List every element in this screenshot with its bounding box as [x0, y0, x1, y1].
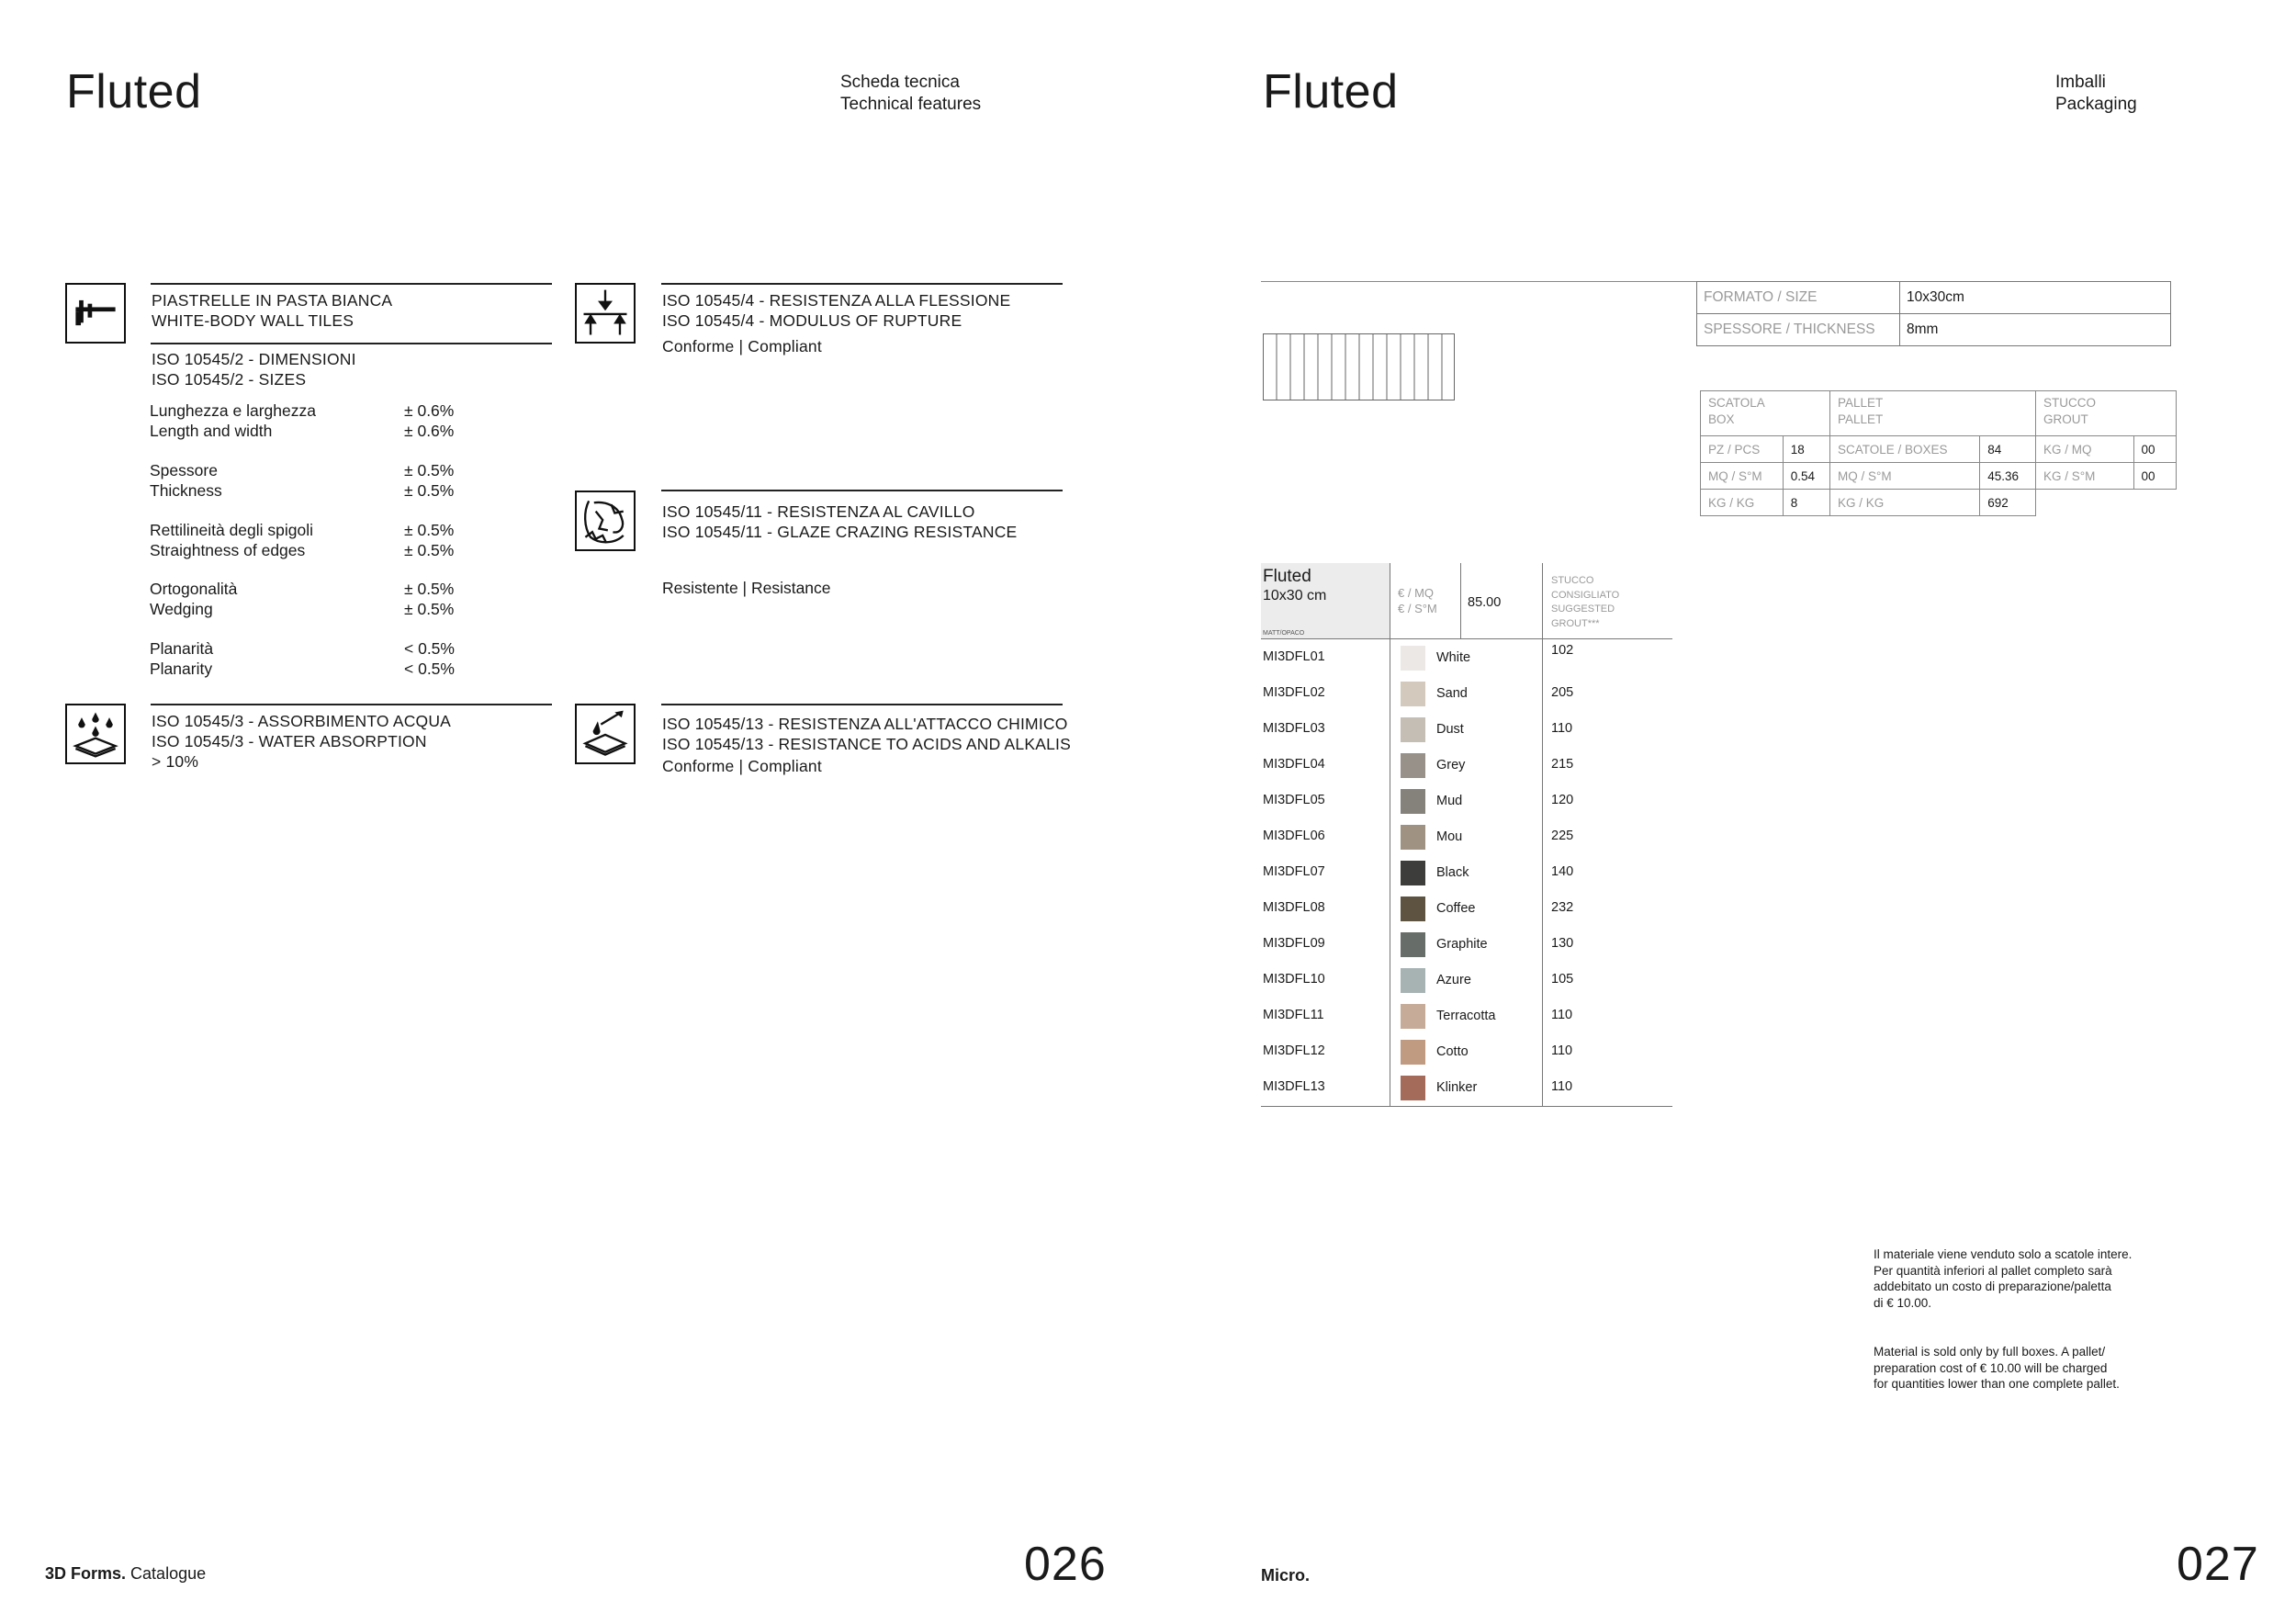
colors-table	[1261, 563, 1672, 1107]
left-footer	[45, 1564, 206, 1584]
size-value: ± 0.5%	[404, 541, 455, 559]
color-swatch	[1401, 1040, 1425, 1065]
grout-header-en: GROUT	[2043, 412, 2088, 426]
size-label-it: Spessore	[150, 461, 218, 479]
price-label-mq: € / MQ	[1398, 586, 1435, 600]
note-italian	[1874, 1246, 2132, 1311]
color-code: MI3DFL12	[1263, 1043, 1325, 1058]
color-row	[1261, 1033, 1672, 1069]
size-label-en: Thickness	[150, 481, 222, 500]
section-chemical	[662, 714, 1071, 776]
note-english	[1874, 1344, 2120, 1393]
color-code: MI3DFL10	[1263, 972, 1325, 987]
box-mq-value: 0.54	[1783, 463, 1829, 490]
grout-code: 205	[1551, 685, 1574, 700]
color-code: MI3DFL06	[1263, 829, 1325, 843]
pallet-header-it: PALLET	[1838, 396, 1884, 410]
section-head-it: ISO 10545/2 - DIMENSIONI	[152, 350, 356, 368]
grout-kg-label: KG / MQ	[2036, 436, 2134, 463]
section-head-it: ISO 10545/11 - RESISTENZA AL CAVILLO	[662, 502, 975, 521]
note-line: addebitato un costo di preparazione/paletta	[1874, 1280, 2111, 1293]
color-name: Cotto	[1436, 1044, 1469, 1059]
size-row	[150, 520, 313, 560]
size-value: ± 0.5%	[404, 461, 455, 479]
color-swatch	[1401, 682, 1425, 706]
divider	[661, 704, 1063, 705]
color-code: MI3DFL09	[1263, 936, 1325, 951]
page-number-left: 026	[1024, 1538, 1107, 1591]
divider	[151, 343, 552, 344]
color-name: Coffee	[1436, 901, 1476, 916]
color-name: Mou	[1436, 829, 1463, 844]
grout-code: 102	[1551, 643, 1574, 658]
fluted-tile-illustration	[1263, 333, 1456, 401]
size-value: ± 0.5%	[404, 580, 455, 598]
note-line: Il materiale viene venduto solo a scatole intere.	[1874, 1247, 2133, 1261]
color-row	[1261, 962, 1672, 998]
caliper-icon	[65, 283, 126, 344]
section-sizes	[152, 349, 356, 389]
color-code: MI3DFL11	[1263, 1008, 1324, 1022]
box-header-it: SCATOLA	[1708, 396, 1765, 410]
color-swatch	[1401, 932, 1425, 957]
color-swatch	[1401, 897, 1425, 921]
product-name: Fluted	[1263, 567, 1311, 586]
color-code: MI3DFL02	[1263, 685, 1325, 700]
box-header	[1701, 391, 1830, 436]
section-head-en: ISO 10545/3 - WATER ABSORPTION	[152, 732, 427, 750]
grout-sm-value: 00	[2133, 463, 2176, 490]
chemical-drop-icon	[575, 704, 636, 764]
pallet-header	[1830, 391, 2036, 436]
color-row	[1261, 926, 1672, 962]
empty-cell	[2036, 490, 2134, 516]
flexion-test-icon	[575, 283, 636, 344]
color-name: Dust	[1436, 722, 1464, 737]
section-head-it: ISO 10545/13 - RESISTENZA ALL'ATTACCO CHIMICO	[662, 715, 1068, 733]
color-name: Sand	[1436, 686, 1468, 701]
color-code: MI3DFL01	[1263, 649, 1325, 664]
color-row	[1261, 783, 1672, 818]
pallet-kg-value: 692	[1980, 490, 2036, 516]
price-labels	[1398, 563, 1462, 638]
grout-sm-label: KG / S°M	[2036, 463, 2134, 490]
grout-header-line: GROUT***	[1551, 617, 1600, 629]
color-swatch	[1401, 646, 1425, 671]
flexion-value: Conforme | Compliant	[662, 337, 822, 355]
color-swatch	[1401, 753, 1425, 778]
packaging-row	[1701, 436, 2177, 463]
boxes-label: SCATOLE / BOXES	[1830, 436, 1980, 463]
section-head-en: WHITE-BODY WALL TILES	[152, 311, 355, 330]
footer-label: Catalogue	[130, 1564, 207, 1583]
size-values	[404, 520, 454, 560]
note-line: Material is sold only by full boxes. A pallet/	[1874, 1345, 2106, 1359]
size-values	[404, 400, 454, 441]
size-label-en: Length and width	[150, 422, 273, 440]
divider	[151, 283, 552, 285]
size-value: ± 0.5%	[404, 521, 455, 539]
grout-header-line: STUCCO	[1551, 575, 1594, 586]
size-label-it: Rettilineità degli spigoli	[150, 521, 314, 539]
color-code: MI3DFL03	[1263, 721, 1325, 736]
right-subtitle-en: Packaging	[2055, 95, 2137, 114]
color-code: MI3DFL04	[1263, 757, 1325, 772]
grout-code: 120	[1551, 793, 1574, 807]
size-label-en: Straightness of edges	[150, 541, 306, 559]
pcs-label: PZ / PCS	[1701, 436, 1784, 463]
format-row	[1697, 314, 2171, 346]
color-name: Black	[1436, 865, 1469, 880]
grout-code: 140	[1551, 864, 1574, 879]
color-code: MI3DFL05	[1263, 793, 1325, 807]
price-label-sm: € / S°M	[1398, 602, 1437, 615]
packaging-row	[1701, 463, 2177, 490]
box-header-en: BOX	[1708, 412, 1735, 426]
divider	[661, 283, 1063, 285]
color-row	[1261, 890, 1672, 926]
color-row	[1261, 818, 1672, 854]
color-swatch	[1401, 861, 1425, 885]
size-row	[150, 638, 213, 679]
product-header	[1261, 563, 1390, 638]
box-kg-value: 8	[1783, 490, 1829, 516]
left-subtitle	[840, 72, 981, 116]
section-crazing	[662, 502, 1017, 542]
color-row	[1261, 711, 1672, 747]
boxes-value: 84	[1980, 436, 2036, 463]
size-row	[150, 579, 237, 619]
product-size: 10x30 cm	[1263, 588, 1327, 603]
section-head-it: ISO 10545/3 - ASSORBIMENTO ACQUA	[152, 712, 452, 730]
color-row	[1261, 747, 1672, 783]
thickness-label: SPESSORE / THICKNESS	[1697, 314, 1900, 346]
box-mq-label: MQ / S°M	[1701, 463, 1784, 490]
grout-code: 130	[1551, 936, 1574, 951]
grout-code: 225	[1551, 829, 1574, 843]
divider	[661, 490, 1063, 491]
size-value: 10x30cm	[1900, 282, 2171, 314]
size-label-it: Lunghezza e larghezza	[150, 401, 316, 420]
crazing-icon	[575, 491, 636, 551]
sizes-table	[150, 400, 517, 676]
color-swatch	[1401, 1076, 1425, 1100]
pallet-mq-value: 45.36	[1980, 463, 2036, 490]
pallet-mq-label: MQ / S°M	[1830, 463, 1980, 490]
divider	[151, 704, 552, 705]
grout-code: 110	[1551, 721, 1573, 736]
format-table	[1696, 281, 2171, 346]
color-name: Klinker	[1436, 1080, 1478, 1095]
left-page-title: Fluted	[66, 65, 202, 118]
footer-brand: 3D Forms.	[45, 1564, 127, 1583]
note-line: for quantities lower than one complete pallet.	[1874, 1377, 2120, 1391]
color-name: Terracotta	[1436, 1009, 1496, 1023]
grout-header	[2036, 391, 2177, 436]
empty-cell	[2133, 490, 2176, 516]
packaging-header-row	[1701, 391, 2177, 436]
grout-code: 105	[1551, 972, 1574, 987]
box-kg-label: KG / KG	[1701, 490, 1784, 516]
color-code: MI3DFL07	[1263, 864, 1325, 879]
color-swatch	[1401, 968, 1425, 993]
packaging-table	[1700, 390, 2177, 516]
color-name: Graphite	[1436, 937, 1488, 952]
section-head-en: ISO 10545/13 - RESISTANCE TO ACIDS AND ALKALIS	[662, 735, 1071, 753]
section-white-body	[152, 290, 392, 331]
chemical-value: Conforme | Compliant	[662, 757, 822, 775]
format-rule	[1261, 281, 1697, 282]
grout-header-line: CONSIGLIATO	[1551, 589, 1620, 601]
color-row	[1261, 639, 1672, 675]
size-value: ± 0.5%	[404, 600, 455, 618]
section-flexion	[662, 290, 1010, 356]
size-label-it: Planarità	[150, 639, 214, 658]
product-finish: MATT/OPACO	[1263, 630, 1305, 637]
grout-code: 110	[1551, 1079, 1573, 1094]
pallet-header-en: PALLET	[1838, 412, 1884, 426]
packaging-row	[1701, 490, 2177, 516]
section-head-en: ISO 10545/11 - GLAZE CRAZING RESISTANCE	[662, 523, 1018, 541]
color-swatch	[1401, 1004, 1425, 1029]
right-subtitle-it: Imballi	[2055, 73, 2106, 92]
grout-suggested-header	[1551, 563, 1652, 638]
size-values	[404, 460, 454, 501]
right-subtitle	[2055, 72, 2137, 116]
section-absorption	[152, 711, 451, 772]
color-row	[1261, 1069, 1672, 1105]
color-code: MI3DFL08	[1263, 900, 1325, 915]
pcs-value: 18	[1783, 436, 1829, 463]
water-drops-icon	[65, 704, 126, 764]
section-head-it: ISO 10545/4 - RESISTENZA ALLA FLESSIONE	[662, 291, 1011, 310]
thickness-value: 8mm	[1900, 314, 2171, 346]
note-line: di € 10.00.	[1874, 1295, 1932, 1310]
left-subtitle-it: Scheda tecnica	[840, 73, 960, 92]
color-name: Mud	[1436, 794, 1463, 808]
color-swatch	[1401, 717, 1425, 742]
grout-header-it: STUCCO	[2043, 396, 2096, 410]
color-row	[1261, 998, 1672, 1033]
column-divider	[1460, 563, 1461, 638]
size-label-it: Ortogonalità	[150, 580, 238, 598]
size-row	[150, 400, 316, 441]
size-label-en: Wedging	[150, 600, 213, 618]
table-bottom-rule	[1261, 1106, 1672, 1107]
note-line: preparation cost of € 10.00 will be charged	[1874, 1360, 2108, 1375]
right-page-title: Fluted	[1263, 65, 1399, 118]
size-value: < 0.5%	[404, 639, 455, 658]
note-line: Per quantità inferiori al pallet completo sarà	[1874, 1263, 2112, 1278]
section-head-it: PIASTRELLE IN PASTA BIANCA	[152, 291, 393, 310]
size-value: ± 0.5%	[404, 481, 455, 500]
color-name: Grey	[1436, 758, 1466, 773]
absorption-value: > 10%	[152, 752, 199, 771]
size-label: FORMATO / SIZE	[1697, 282, 1900, 314]
size-row	[150, 460, 222, 501]
section-head-en: ISO 10545/4 - MODULUS OF RUPTURE	[662, 311, 962, 330]
grout-code: 110	[1551, 1043, 1573, 1058]
crazing-value: Resistente | Resistance	[662, 579, 831, 597]
size-values	[404, 579, 454, 619]
size-values	[404, 638, 455, 679]
size-value: ± 0.6%	[404, 401, 455, 420]
color-swatch	[1401, 825, 1425, 850]
color-name: White	[1436, 650, 1471, 665]
left-subtitle-en: Technical features	[840, 95, 982, 114]
color-row	[1261, 854, 1672, 890]
grout-kg-value: 00	[2133, 436, 2176, 463]
grout-code: 110	[1551, 1008, 1573, 1022]
size-value: ± 0.6%	[404, 422, 455, 440]
section-head-en: ISO 10545/2 - SIZES	[152, 370, 307, 389]
grout-code: 232	[1551, 900, 1574, 915]
right-footer-brand: Micro.	[1261, 1566, 1311, 1585]
size-label-en: Planarity	[150, 660, 213, 678]
color-swatch	[1401, 789, 1425, 814]
page-number-right: 027	[2177, 1538, 2259, 1591]
grout-code: 215	[1551, 757, 1574, 772]
price-value: 85.00	[1468, 595, 1502, 610]
grout-header-line: SUGGESTED	[1551, 603, 1615, 615]
color-row	[1261, 675, 1672, 711]
pallet-kg-label: KG / KG	[1830, 490, 1980, 516]
color-code: MI3DFL13	[1263, 1079, 1325, 1094]
size-value: < 0.5%	[404, 660, 455, 678]
color-name: Azure	[1436, 973, 1471, 987]
format-row	[1697, 282, 2171, 314]
